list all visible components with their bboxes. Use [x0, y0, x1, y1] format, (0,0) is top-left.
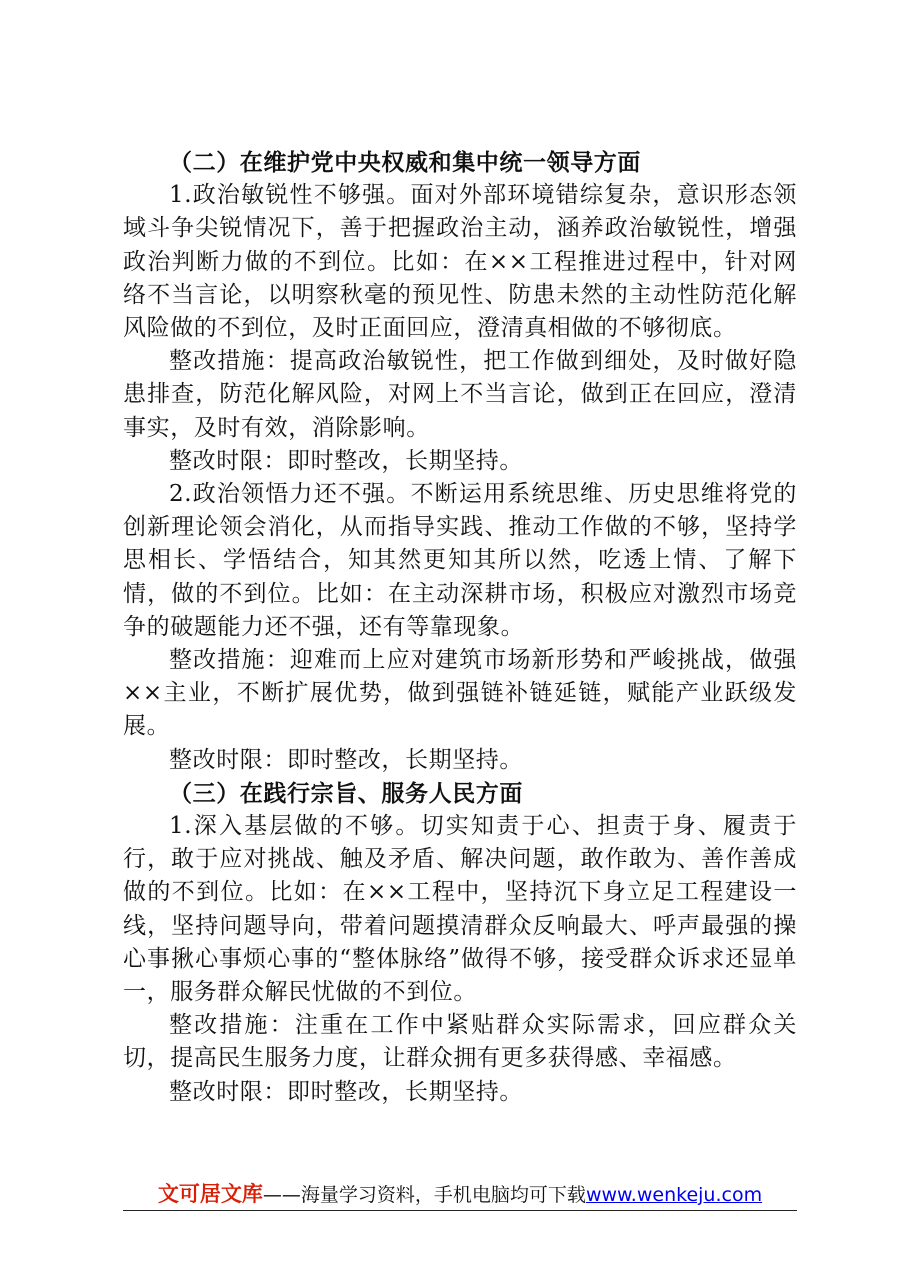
- footer-banner: [123, 1180, 797, 1209]
- section-heading-2: （二）在维护党中央权威和集中统一领导方面: [169, 149, 641, 176]
- paragraph-issue-2-2: 2.政治领悟力还不强。不断运用系统思维、历史思维将党的创新理论领会消化，从而指导实践、推动工作做的不够，坚持学思相长、学悟结合，知其然更知其所以然，吃透上情、了解下情，做的不到位。比如：在主动深耕市场，积极应对激烈市场竞争的破题能力还不强，还有等靠现象。: [123, 481, 797, 640]
- paragraph-measures-2-2: 整改措施：迎难而上应对建筑市场新形势和严峻挑战，做强××主业，不断扩展优势，做到强链补链延链，赋能产业跃级发展。: [123, 647, 797, 740]
- section-heading-3: （三）在践行宗旨、服务人民方面: [169, 779, 523, 807]
- paragraph-deadline-3-1: 整改时限：即时整改，长期坚持。: [169, 1078, 523, 1105]
- document-body: [123, 146, 797, 1109]
- footer-url-link[interactable]: www.wenkeju.com: [585, 1184, 763, 1206]
- paragraph-deadline-2-1: 整改时限：即时整改，长期坚持。: [169, 447, 523, 474]
- footer-tagline: ——海量学习资料，手机电脑均可下载: [262, 1184, 586, 1206]
- paragraph-issue-2-1: 1.政治敏锐性不够强。面对外部环境错综复杂，意识形态领域斗争尖锐情况下，善于把握政治主动，涵养政治敏锐性，增强政治判断力做的不到位。比如：在××工程推进过程中，针对网络不当言论，以明察秋毫的预见性、防患未然的主动性防范化解风险做的不到位，及时正面回应，澄清真相做的不够彻底。: [123, 182, 797, 342]
- paragraph-measures-2-1: 整改措施：提高政治敏锐性，把工作做到细处，及时做好隐患排查，防范化解风险，对网上不当言论，做到正在回应，澄清事实，及时有效，消除影响。: [123, 348, 797, 441]
- footer-divider: [123, 1210, 797, 1211]
- footer-brand: 文可居文库: [157, 1182, 263, 1206]
- paragraph-measures-3-1: 整改措施：注重在工作中紧贴群众实际需求，回应群众关切，提高民生服务力度，让群众拥有更多获得感、幸福感。: [123, 1012, 797, 1072]
- paragraph-issue-3-1: 1.深入基层做的不够。切实知责于心、担责于身、履责于行，敢于应对挑战、触及矛盾、解决问题，敢作敢为、善作善成做的不到位。比如：在××工程中，坚持沉下身立足工程建设一线，坚持问题导向，带着问题摸清群众反响最大、呼声最强的操心事揪心事烦心事的“整体脉络”做得不够，接受群众诉求还显单一，服务群众解民忧做的不到位。: [123, 813, 797, 1006]
- paragraph-deadline-2-2: 整改时限：即时整改，长期坚持。: [169, 746, 523, 773]
